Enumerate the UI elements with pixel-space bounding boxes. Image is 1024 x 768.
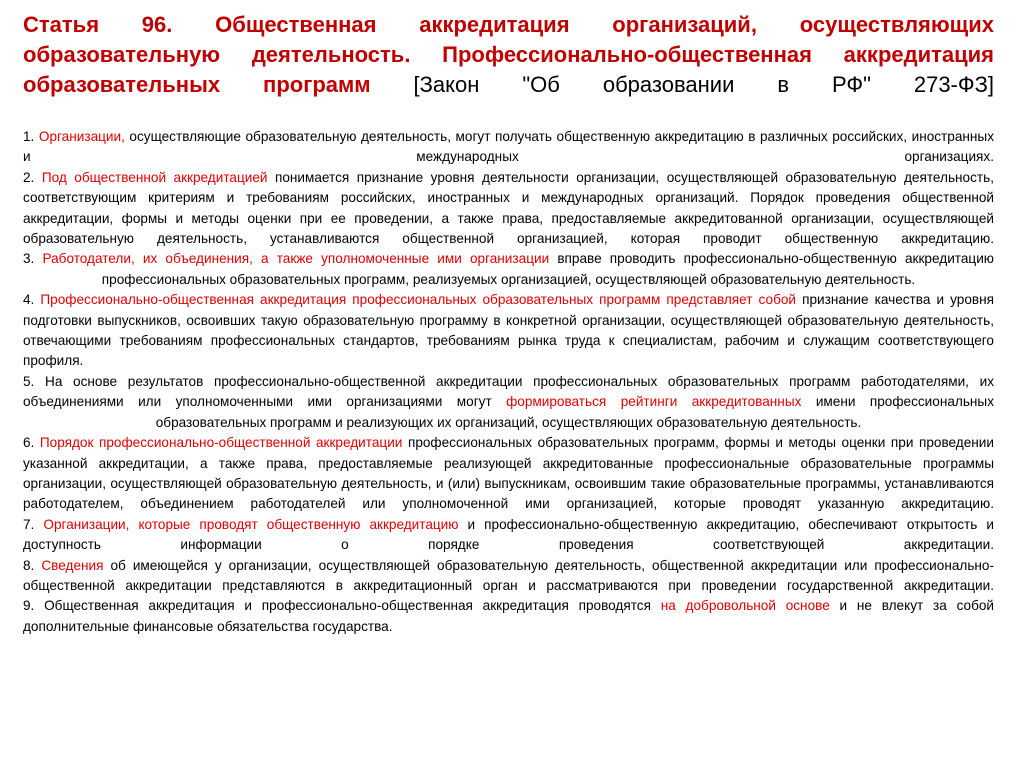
- paragraph-number: 2.: [23, 169, 42, 185]
- paragraph-text: Общественная аккредитация и профессионально-общественная аккредитация проводятся: [44, 598, 661, 614]
- paragraph-text: имени профессиональных образовательных программ и реализующих их организаций, осуществляющих образовательную деятельность.: [155, 394, 994, 430]
- paragraph-text: об имеющейся у организации, осуществляющей образовательную деятельность, общественной аккредитации или профессионально-общественной аккредитации представляются в аккредитационный орган и рассматриваются при проведении государственной аккредитации.: [23, 557, 994, 593]
- paragraph-6: [23, 433, 994, 515]
- paragraph-number: 4.: [23, 292, 41, 308]
- highlight-text: Работодатели, их объединения, а также уполномоченные ими организации: [42, 251, 550, 267]
- paragraph-5: [23, 372, 994, 433]
- paragraph-3: [23, 249, 994, 290]
- paragraph-number: 5.: [23, 373, 46, 389]
- highlight-text: Порядок профессионально-общественной аккредитации: [39, 435, 403, 451]
- highlight-text: Профессионально-общественная аккредитация профессиональных образовательных программ представляет собой: [40, 292, 797, 308]
- article-title-bold: Статья 96. Общественная аккредитация организаций, осуществляющих образовательную деятельность. Профессионально-общественная аккредитация образовательных программ: [23, 12, 994, 97]
- article-title-source: [Закон "Об образовании в РФ" 273-ФЗ]: [370, 72, 995, 97]
- paragraph-number: 8.: [23, 557, 42, 573]
- highlight-text: Под общественной аккредитацией: [41, 169, 268, 185]
- paragraph-text: понимается признание уровня деятельности организации, осуществляющей образовательную деятельность, соответствующим критериям и требованиям российских, иностранных и международных организаций. Порядок проведения общественной аккредитации, формы и методы оценки при ее проведении, а также права, предоставляемые аккредитованной организации, осуществляющей образовательную деятельность, устанавливаются общественной организацией, которая проводит общественную аккредитацию.: [23, 169, 994, 247]
- paragraph-4: [23, 290, 994, 372]
- paragraph-text: профессиональных образовательных программ, формы и методы оценки при проведении указанной аккредитации, а также права, предоставляемые реализующей аккредитованные профессиональные образовательные программы организации, осуществляющей образовательную деятельность, и (или) выпускникам, освоившим такие образовательные программы, устанавливаются работодателем, объединением работодателей или уполномоченной ими организацией, которые проводят указанную аккредитацию.: [23, 435, 994, 512]
- paragraph-text: осуществляющие образовательную деятельность, могут получать общественную аккредитацию в различных российских, иностранных и международных организациях.: [23, 129, 994, 165]
- paragraph-number: 3.: [23, 251, 43, 267]
- paragraph-2: [23, 168, 994, 250]
- paragraph-text: На основе результатов профессионально-общественной аккредитации профессиональных образовательных программ работодателями, их объединениями или уполномоченными ими организациями могут: [23, 373, 994, 410]
- article-body: [23, 127, 994, 637]
- paragraph-number: 6.: [23, 435, 40, 451]
- paragraph-text: признание качества и уровня подготовки выпускников, освоивших такую образовательную программу в конкретной организации, осуществляющей образовательную деятельность, отвечающими требованиям профессиональных стандартов, требованиям рынка труда к специалистам, рабочим и служащим соответствующего профиля.: [23, 292, 994, 369]
- paragraph-text: вправе проводить профессионально-общественную аккредитацию профессиональных образовательных программ, реализуемых организацией, осуществляющей образовательную деятельность.: [101, 251, 994, 287]
- slide: [23, 10, 994, 637]
- highlight-text: Сведения: [41, 557, 104, 573]
- paragraph-9: [23, 596, 994, 637]
- article-title: [23, 10, 994, 100]
- paragraph-8: [23, 556, 994, 597]
- paragraph-number: 9.: [23, 598, 45, 614]
- paragraph-7: [23, 515, 994, 556]
- paragraph-number: 7.: [23, 516, 44, 532]
- highlight-text: Организации, которые проводят общественную аккредитацию: [43, 516, 459, 532]
- highlight-text: на добровольной основе: [660, 598, 830, 614]
- paragraph-number: 1.: [23, 129, 39, 144]
- highlight-text: Организации,: [38, 129, 125, 144]
- paragraph-1: [23, 127, 994, 168]
- paragraph-text: и профессионально-общественную аккредитацию, обеспечивают открытость и доступность информации о порядке проведения соответствующей аккредитации.: [23, 516, 994, 553]
- paragraph-text: и не влекут за собой дополнительные финансовые обязательства государства.: [23, 598, 995, 634]
- highlight-text: формироваться рейтинги аккредитованных: [506, 394, 802, 410]
